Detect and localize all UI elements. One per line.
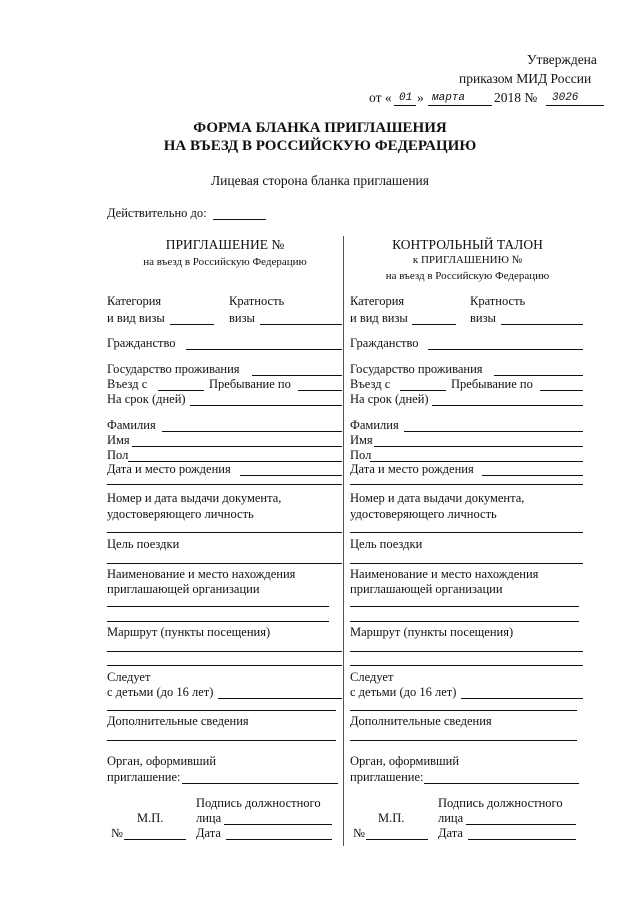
form-title-line2: НА ВЪЕЗД В РОССИЙСКУЮ ФЕДЕРАЦИЮ [163,138,477,154]
left-residence-label: Государство проживания [107,362,240,376]
right-category-label: Категория [350,294,405,308]
right-authority-label-1: Орган, оформивший [350,754,460,768]
left-visa-kind-label: и вид визы [107,311,165,325]
right-org-line-2 [350,621,579,622]
right-children-label: с детьми (до 16 лет) [350,685,457,699]
right-route-line-1 [350,651,583,652]
right-org-line-1 [350,606,579,607]
left-number-line [124,839,186,840]
right-citizenship-line [428,349,583,350]
right-org-label-2: приглашающей организации [350,582,503,596]
right-purpose-label: Цель поездки [350,537,423,551]
right-name-label: Имя [350,433,373,447]
right-name-line [374,446,583,447]
approval-month-line [428,105,492,106]
right-surname-line [404,431,583,432]
left-mp-label: М.П. [137,811,164,825]
left-document-label-2: удостоверяющего личность [107,507,254,521]
left-sex-label: Пол [107,448,129,462]
right-children-line [461,698,583,699]
left-stay-label: Пребывание по [209,377,291,391]
approval-quote-close: » [417,90,424,105]
left-purpose-label: Цель поездки [107,537,180,551]
left-date-label: Дата [196,826,221,840]
left-date-line [226,839,332,840]
right-document-label-2: удостоверяющего личность [350,507,497,521]
right-sign-label-1: Подпись должностного [438,796,563,810]
right-date-line [468,839,576,840]
approval-year: 2018 № [494,90,538,105]
left-duration-label: На срок (дней) [107,392,186,406]
right-stay-line [540,390,583,391]
right-residence-label: Государство проживания [350,362,483,376]
left-name-line [132,446,342,447]
approval-number: 3026 [552,92,579,104]
right-multiplicity-label: Кратность [470,294,526,308]
right-number-label: № [353,826,365,840]
right-extra-top-line [350,710,577,711]
column-divider [343,236,344,846]
left-multiplicity-label: Кратность [229,294,285,308]
right-sex-label: Пол [350,448,372,462]
left-birth-line [240,475,342,476]
right-org-label-1: Наименование и место нахождения [350,567,539,581]
right-document-line [350,532,583,533]
right-header-title: КОНТРОЛЬНЫЙ ТАЛОН [392,237,543,252]
right-birth-label: Дата и место рождения [350,462,474,476]
right-citizenship-label: Гражданство [350,336,419,350]
left-follows-label: Следует [107,670,151,684]
approval-line2: приказом МИД России [459,71,592,86]
form-title-line1: ФОРМА БЛАНКА ПРИГЛАШЕНИЯ [193,120,447,136]
valid-until-line [213,219,266,220]
approval-number-line [546,105,604,106]
right-number-line [366,839,428,840]
right-extra-label: Дополнительные сведения [350,714,492,728]
left-route-label: Маршрут (пункты посещения) [107,625,271,639]
approval-date-prefix: от « [369,90,392,105]
right-birth-line2 [350,484,583,485]
left-birth-line2 [107,484,342,485]
left-visa-label: визы [229,311,255,325]
left-route-line-2 [107,665,342,666]
left-header-title: ПРИГЛАШЕНИЕ № [165,237,285,252]
form-subtitle: Лицевая сторона бланка приглашения [211,173,429,188]
approval-day-line [394,105,416,106]
left-org-line-1 [107,606,329,607]
left-sign-line [224,824,332,825]
approval-day: 01 [399,92,413,104]
right-birth-line [482,475,583,476]
right-route-line-2 [350,665,583,666]
right-authority-line [424,783,579,784]
left-document-label-1: Номер и дата выдачи документа, [107,491,282,505]
right-duration-line [432,405,583,406]
left-visa-kind-line [170,324,214,325]
left-extra-top-line [107,710,336,711]
right-mp-label: М.П. [378,811,405,825]
left-children-line [218,698,342,699]
left-surname-line [162,431,342,432]
left-visa-line [260,324,342,325]
left-entry-line [158,390,204,391]
left-authority-label-2: приглашение: [107,770,181,784]
right-visa-kind-label: и вид визы [350,311,408,325]
right-header-subtitle-2: на въезд в Российскую Федерацию [385,270,550,282]
left-authority-line [182,783,338,784]
left-org-label-2: приглашающей организации [107,582,260,596]
left-surname-label: Фамилия [107,418,156,432]
left-extra-line [107,740,336,741]
left-citizenship-line [186,349,342,350]
left-name-label: Имя [107,433,130,447]
right-visa-kind-line [412,324,456,325]
left-children-label: с детьми (до 16 лет) [107,685,214,699]
valid-until-label: Действительно до: [107,206,207,220]
right-authority-label-2: приглашение: [350,770,424,784]
approval-line1: Утверждена [527,52,597,67]
right-visa-label: визы [470,311,496,325]
right-residence-line [494,375,583,376]
left-sign-label-1: Подпись должностного [196,796,321,810]
left-number-label: № [111,826,123,840]
left-sign-label-2: лица [196,811,222,825]
left-citizenship-label: Гражданство [107,336,176,350]
left-org-line-2 [107,621,329,622]
approval-month: марта [432,92,466,104]
right-date-label: Дата [438,826,463,840]
left-duration-line [190,405,342,406]
right-entry-label: Въезд с [350,377,391,391]
left-authority-label-1: Орган, оформивший [107,754,217,768]
right-document-label-1: Номер и дата выдачи документа, [350,491,525,505]
right-follows-label: Следует [350,670,394,684]
right-duration-label: На срок (дней) [350,392,429,406]
left-route-line-1 [107,651,342,652]
right-route-label: Маршрут (пункты посещения) [350,625,514,639]
right-stay-label: Пребывание по [451,377,533,391]
left-stay-line [298,390,342,391]
left-header-subtitle: на въезд в Российскую Федерацию [143,256,307,268]
left-entry-label: Въезд с [107,377,148,391]
left-org-label-1: Наименование и место нахождения [107,567,296,581]
right-entry-line [400,390,446,391]
left-extra-label: Дополнительные сведения [107,714,249,728]
left-category-label: Категория [107,294,162,308]
right-visa-line [501,324,583,325]
left-purpose-line [107,563,342,564]
right-purpose-line [350,563,583,564]
right-extra-line [350,740,577,741]
right-sign-label-2: лица [438,811,464,825]
left-residence-line [252,375,342,376]
right-surname-label: Фамилия [350,418,399,432]
left-document-line [107,532,342,533]
right-header-subtitle: к ПРИГЛАШЕНИЮ № [412,254,523,266]
left-birth-label: Дата и место рождения [107,462,231,476]
right-sign-line [466,824,576,825]
